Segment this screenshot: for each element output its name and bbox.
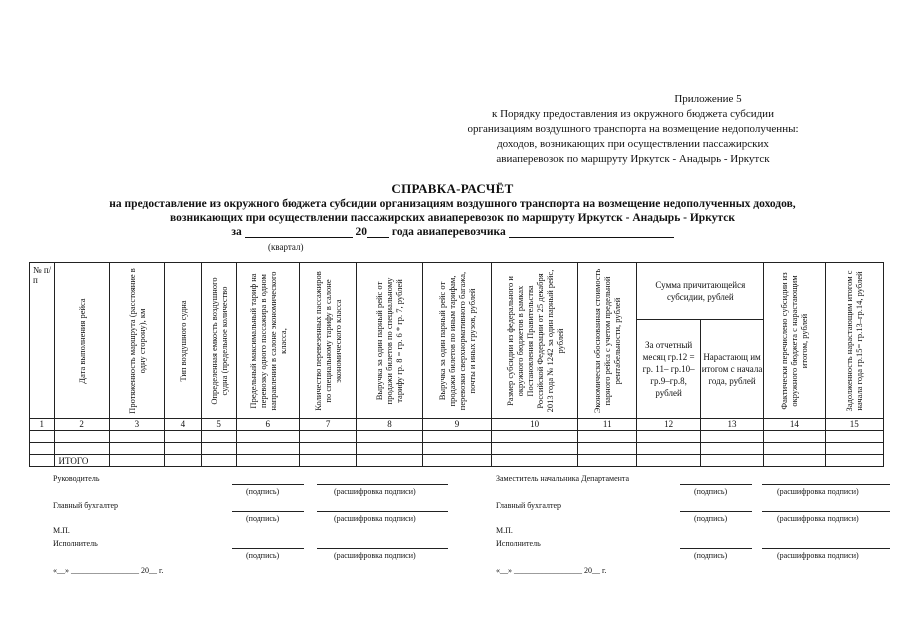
table-cell[interactable]	[764, 431, 825, 443]
right-executor-decode-line[interactable]	[762, 548, 890, 549]
column-number: 11	[578, 419, 637, 431]
table-cell[interactable]	[637, 431, 700, 443]
total-row	[30, 455, 884, 467]
sign-caption: (подпись)	[694, 551, 728, 560]
sign-caption: (подпись)	[694, 487, 728, 496]
table-cell[interactable]	[357, 455, 422, 467]
column-number: 5	[201, 419, 236, 431]
right-head-label: Заместитель начальника Департамента	[496, 474, 630, 483]
col-header-revenue-other: Выручка за один парный рейс от продажи билетов по иным тарифам, перевозки сверхнормативного багажа, почты и иных грузов, рублей	[422, 263, 492, 419]
column-number: 12	[637, 419, 700, 431]
column-number: 7	[299, 419, 356, 431]
column-number: 8	[357, 419, 422, 431]
right-accountant-label: Главный бухгалтер	[496, 501, 561, 510]
column-number: 4	[164, 419, 201, 431]
decode-caption: (расшифровка подписи)	[334, 551, 416, 560]
left-executor-label: Исполнитель	[53, 539, 98, 548]
table-cell[interactable]	[357, 443, 422, 455]
table-cell[interactable]	[201, 455, 236, 467]
table-cell[interactable]	[700, 431, 763, 443]
document-subtitle	[0, 197, 905, 225]
table-cell[interactable]	[825, 455, 883, 467]
column-number: 1	[30, 419, 55, 431]
col-header-date: Дата выполнения рейса	[54, 263, 109, 419]
subtitle-line-2: возникающих при осуществлении пассажирских авиаперевозок по маршруту Иркутск - Анадырь - Иркутск	[170, 212, 735, 224]
col-header-actually-transferred: Фактически перечислено субсидии из окружного бюджета с нарастающим итогом, рублей	[764, 263, 825, 419]
right-accountant-sign-line[interactable]	[680, 511, 752, 512]
quarter-blank[interactable]	[245, 226, 353, 238]
table-cell[interactable]	[299, 431, 356, 443]
calculation-table	[29, 262, 884, 467]
left-head-decode-line[interactable]	[317, 484, 448, 485]
col-header-federal-subsidy: Размер субсидии из федерального и окружного бюджетов в рамках Постановления Правительства Российской Федерации от 25 декабря 2013 года № 1242 за один парный рейс, рублей	[492, 263, 578, 419]
quarter-caption: (квартал)	[268, 242, 304, 252]
table-cell[interactable]	[492, 431, 578, 443]
table-cell[interactable]	[578, 431, 637, 443]
table-cell[interactable]	[30, 443, 55, 455]
table-cell[interactable]	[299, 443, 356, 455]
table-row	[30, 443, 884, 455]
year-label: 20	[355, 226, 368, 238]
table-cell[interactable]	[30, 455, 55, 467]
appendix-title: Приложение 5	[674, 93, 742, 105]
table-cell[interactable]	[764, 443, 825, 455]
total-label: ИТОГО	[54, 455, 109, 467]
col-header-route-length: Протяженность маршрута (расстояние в одну сторону), км	[109, 263, 164, 419]
appendix-line: доходов, возникающих при осуществлении пассажирских	[497, 138, 769, 150]
right-head-decode-line[interactable]	[762, 484, 890, 485]
appendix-line: организациям воздушного транспорта на возмещение недополученны:	[467, 123, 799, 135]
column-number: 10	[492, 419, 578, 431]
column-number: 2	[54, 419, 109, 431]
table-cell[interactable]	[236, 431, 299, 443]
col-header-capacity: Определенная емкость воздушного судна (предельное количество	[201, 263, 236, 419]
col-header-debt: Задолженность нарастающим итогом с начала года гр.15= гр.13–гр.14, рублей	[825, 263, 883, 419]
left-date-line: «__» _________________ 20__ г.	[53, 566, 164, 575]
decode-caption: (расшифровка подписи)	[777, 514, 859, 523]
table-cell[interactable]	[109, 455, 164, 467]
column-numbers-row	[30, 419, 884, 431]
right-date-line: «__» _________________ 20__ г.	[496, 566, 607, 575]
right-stamp-label: М.П.	[496, 526, 513, 535]
table-cell[interactable]	[54, 431, 109, 443]
table-cell[interactable]	[825, 443, 883, 455]
table-cell[interactable]	[637, 443, 700, 455]
column-number: 15	[825, 419, 883, 431]
table-cell[interactable]	[700, 443, 763, 455]
column-number: 14	[764, 419, 825, 431]
table-cell[interactable]	[236, 443, 299, 455]
carrier-blank[interactable]	[509, 226, 674, 238]
left-head-label: Руководитель	[53, 474, 100, 483]
right-executor-sign-line[interactable]	[680, 548, 752, 549]
left-executor-decode-line[interactable]	[317, 548, 448, 549]
table-cell[interactable]	[700, 455, 763, 467]
appendix-line: авиаперевозок по маршруту Иркутск - Анадырь - Иркутск	[496, 153, 770, 165]
decode-caption: (расшифровка подписи)	[777, 551, 859, 560]
table-cell[interactable]	[164, 431, 201, 443]
appendix-line: к Порядку предоставления из окружного бюджета субсидии	[492, 108, 774, 120]
col-header-passenger-count: Количество перевезенных пассажиров по специальному тарифу в салоне экономического класса	[299, 263, 356, 419]
table-cell[interactable]	[109, 431, 164, 443]
right-head-sign-line[interactable]	[680, 484, 752, 485]
table-cell[interactable]	[164, 443, 201, 455]
table-cell[interactable]	[201, 431, 236, 443]
table-cell[interactable]	[30, 431, 55, 443]
col-header-no: № п/п	[30, 263, 55, 419]
left-accountant-decode-line[interactable]	[317, 511, 448, 512]
right-executor-label: Исполнитель	[496, 539, 541, 548]
table-cell[interactable]	[164, 455, 201, 467]
table-cell[interactable]	[422, 443, 492, 455]
column-number: 9	[422, 419, 492, 431]
table-cell[interactable]	[578, 443, 637, 455]
table-cell[interactable]	[54, 443, 109, 455]
table-cell[interactable]	[357, 431, 422, 443]
table-cell[interactable]	[109, 443, 164, 455]
subtitle-line-1: на предоставление из окружного бюджета субсидии организациям воздушного транспорта на возмещение недополученных доходов,	[109, 198, 796, 210]
table-cell[interactable]	[236, 455, 299, 467]
period-line	[0, 226, 905, 238]
decode-caption: (расшифровка подписи)	[777, 487, 859, 496]
left-head-sign-line[interactable]	[232, 484, 304, 485]
document-title: СПРАВКА-РАСЧЁТ	[391, 181, 514, 196]
sign-caption: (подпись)	[246, 514, 280, 523]
right-accountant-decode-line[interactable]	[762, 511, 890, 512]
left-accountant-sign-line[interactable]	[232, 511, 304, 512]
col-header-month: За отчетный месяц гр.12 = гр. 11– гр.10– гр.9–гр.8, рублей	[637, 320, 700, 419]
appendix-block	[423, 92, 843, 167]
table-cell[interactable]	[422, 431, 492, 443]
sign-caption: (подпись)	[246, 551, 280, 560]
column-number: 3	[109, 419, 164, 431]
table-cell[interactable]	[578, 455, 637, 467]
table-cell[interactable]	[764, 455, 825, 467]
col-header-subsidy-sum: Сумма причитающейся субсидии, рублей	[637, 263, 764, 320]
left-accountant-label: Главный бухгалтер	[53, 501, 118, 510]
col-header-aircraft-type: Тип воздушного судна	[164, 263, 201, 419]
sign-caption: (подпись)	[694, 514, 728, 523]
za-label: за	[231, 226, 242, 238]
decode-caption: (расшифровка подписи)	[334, 487, 416, 496]
table-row	[30, 431, 884, 443]
table-cell[interactable]	[201, 443, 236, 455]
col-header-revenue-special: Выручка за один парный рейс от продажи билетов по специальному тарифу гр. 8 = гр. 6 * гр. 7, рублей	[357, 263, 422, 419]
col-header-economic-cost: Экономически обоснованная стоимость парного рейса с учетом предельной рентабельности, рублей	[578, 263, 637, 419]
table-cell[interactable]	[492, 455, 578, 467]
left-executor-sign-line[interactable]	[232, 548, 304, 549]
year-suffix: года авиаперевозчика	[391, 226, 506, 238]
left-stamp-label: М.П.	[53, 526, 70, 535]
year-blank[interactable]	[367, 226, 389, 238]
col-header-cumulative: Нарастающ им итогом с начала года, рублей	[700, 320, 763, 419]
col-header-max-tariff: Предельный максимальный тариф на перевозку одного пассажира в одном направлении в салоне экономического класса,	[236, 263, 299, 419]
table-cell[interactable]	[492, 443, 578, 455]
column-number: 6	[236, 419, 299, 431]
table-cell[interactable]	[422, 455, 492, 467]
decode-caption: (расшифровка подписи)	[334, 514, 416, 523]
table-cell[interactable]	[825, 431, 883, 443]
sign-caption: (подпись)	[246, 487, 280, 496]
table-cell[interactable]	[637, 455, 700, 467]
table-cell[interactable]	[299, 455, 356, 467]
column-number: 13	[700, 419, 763, 431]
